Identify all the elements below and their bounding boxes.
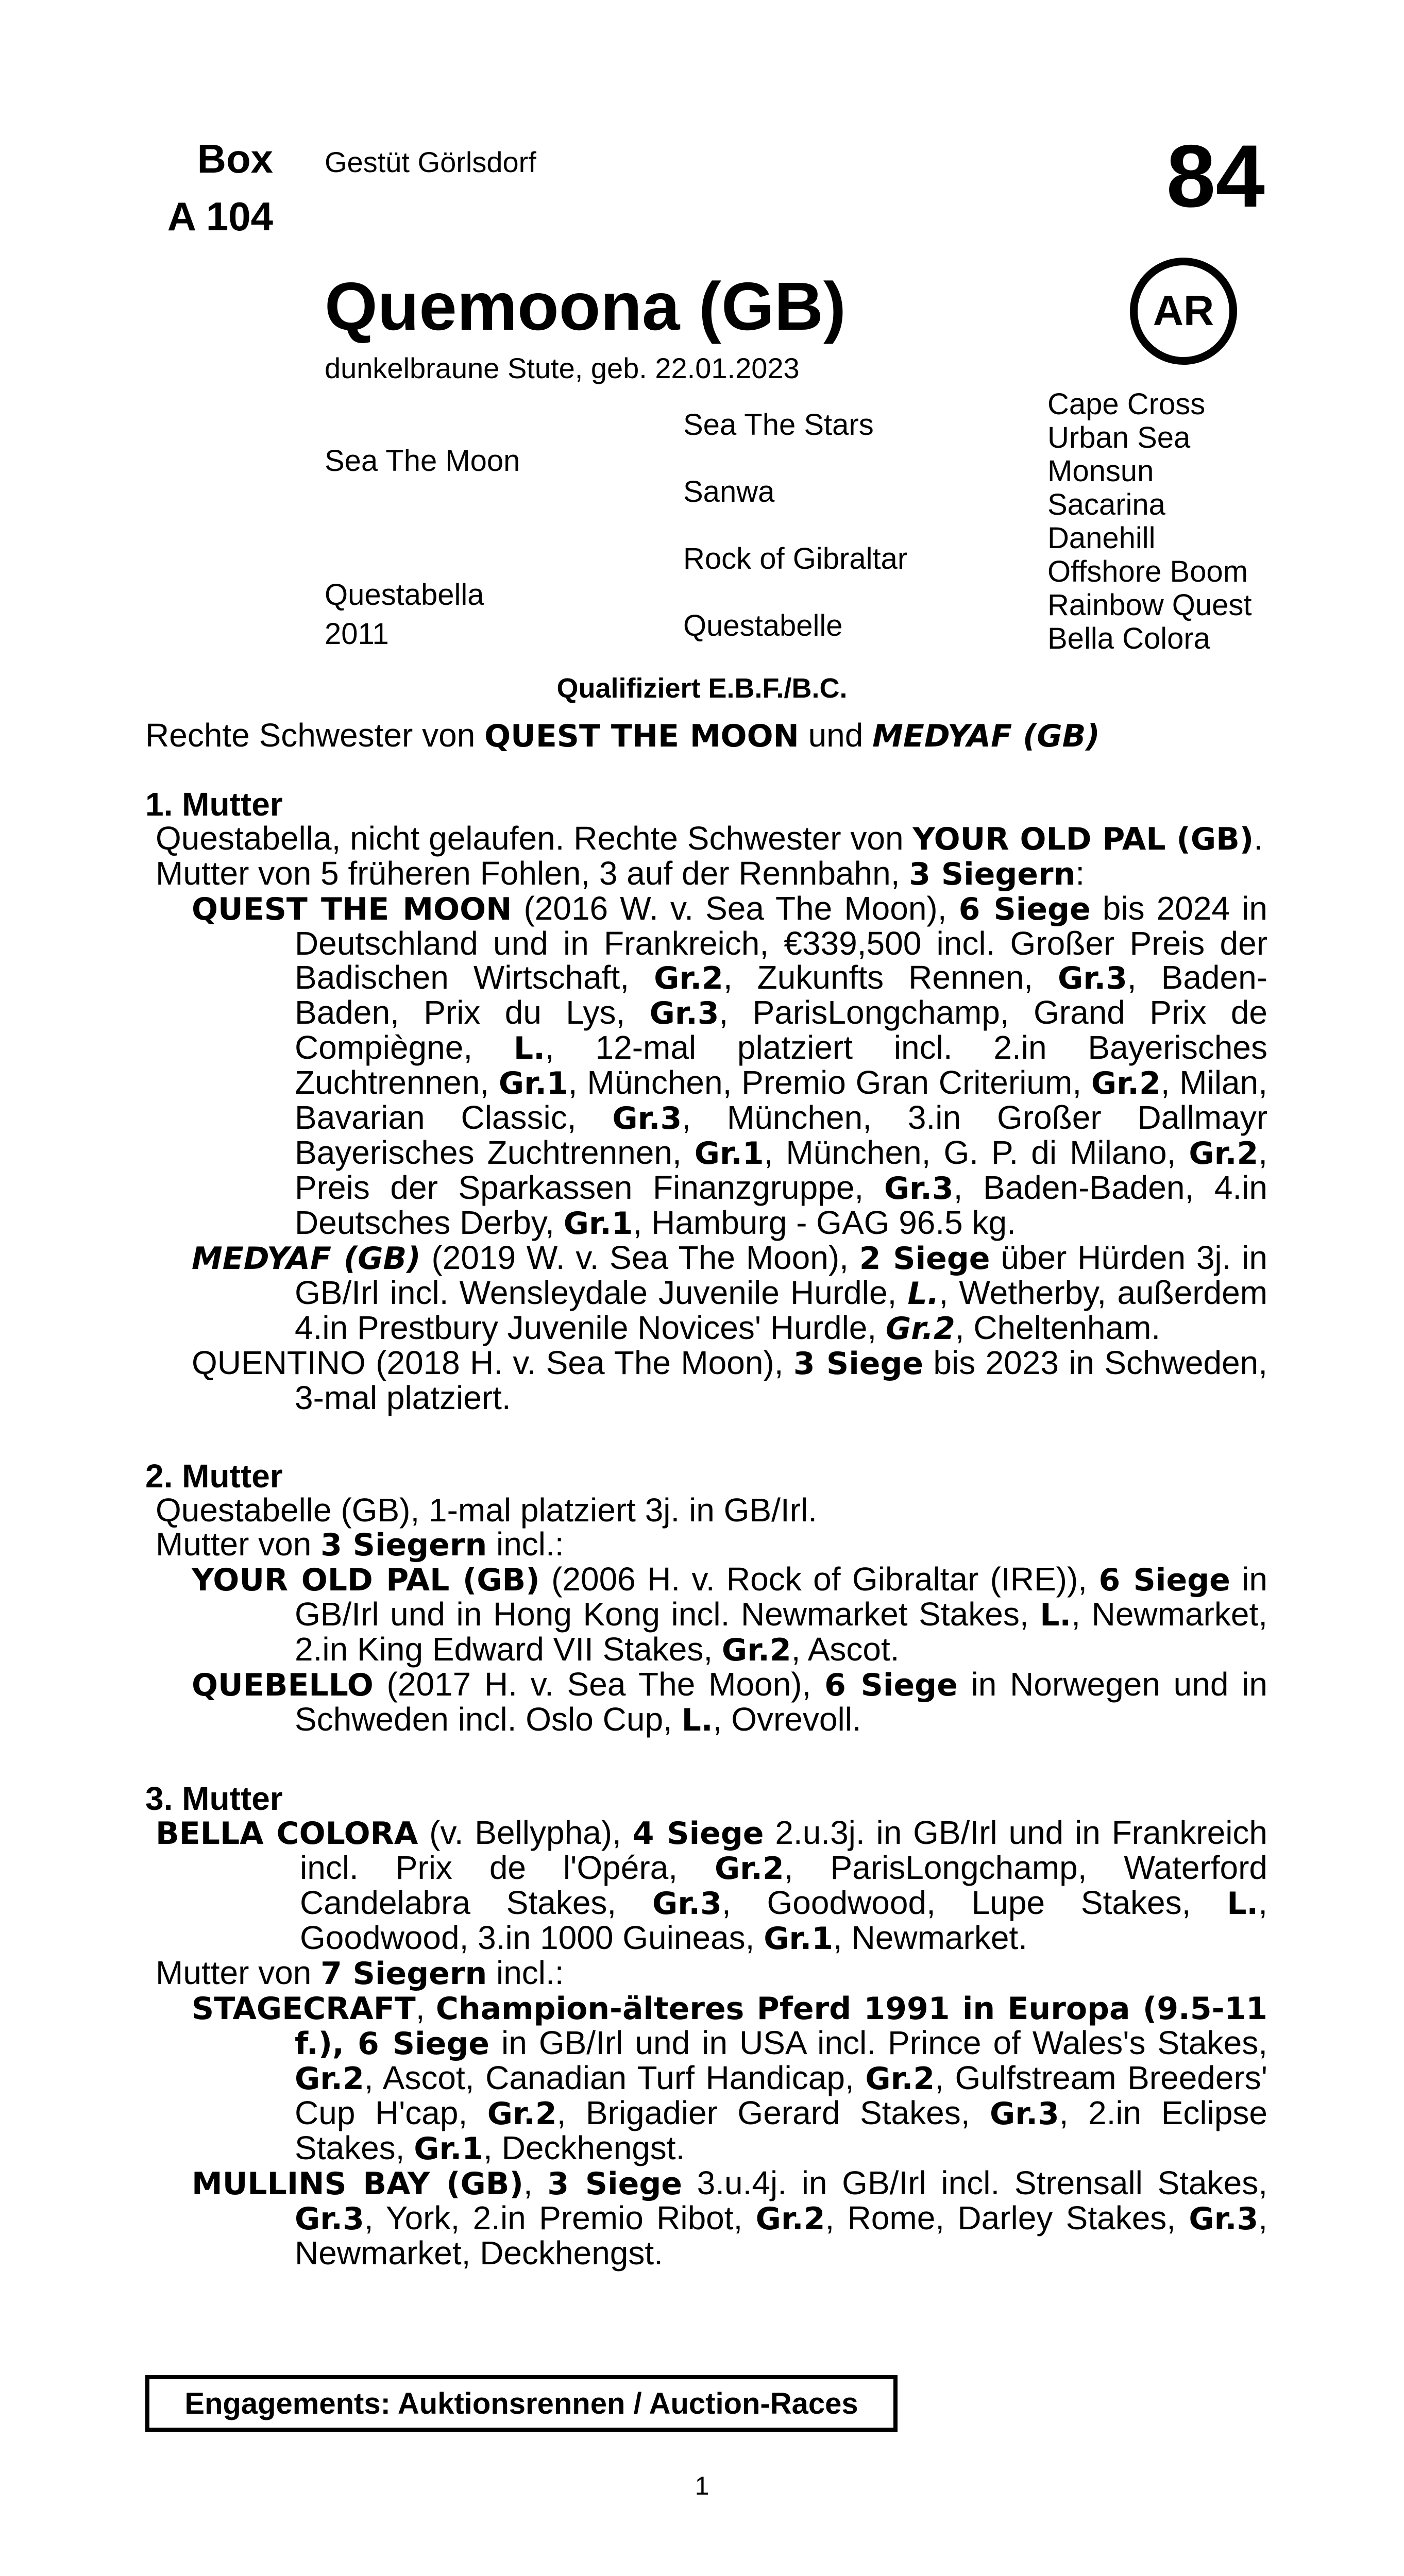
horse-name: QUEBELLO <box>192 1667 374 1703</box>
pedigree-gen2-1: Sea The Stars <box>683 408 874 442</box>
first-dam-section <box>145 787 1267 2270</box>
offspring-your-old-pal <box>145 1562 1267 1667</box>
pedigree-gen3-5: Danehill <box>1047 521 1156 555</box>
text: , York, 2.in Premio Ribot, <box>364 2199 756 2236</box>
text: (2019 W. v. Sea The Moon), <box>420 1239 859 1276</box>
first-dam-intro <box>145 821 1267 856</box>
text: (2006 H. v. Rock of Gibraltar (IRE)), <box>539 1561 1099 1598</box>
grade: Gr.2 <box>865 2061 935 2097</box>
sibling-line <box>145 716 1100 754</box>
produce-end: : <box>1075 855 1085 892</box>
grade: Gr.2 <box>487 2096 557 2132</box>
text: incl.: <box>487 1526 564 1563</box>
text: , Preis der Sparkassen Finanzgruppe, <box>295 1134 1268 1206</box>
horse-name: Quemoona (GB) <box>325 268 846 344</box>
grade: Gr.2 <box>295 2061 364 2097</box>
pedigree-gen2-3: Rock of Gibraltar <box>683 542 908 575</box>
pedigree-dam-year: 2011 <box>325 617 389 651</box>
text: in GB/Irl und in Hong Kong incl. Newmarket Stakes, <box>295 1561 1268 1633</box>
text: , Rome, Darley Stakes, <box>825 2199 1189 2236</box>
engagements-box <box>145 2375 898 2432</box>
pedigree-gen3-3: Monsun <box>1047 454 1154 488</box>
offspring-quentino <box>145 1346 1267 1415</box>
text: , Ovrevoll. <box>713 1701 861 1738</box>
grade: Gr.2 <box>721 1632 791 1668</box>
pedigree-gen3 <box>1047 387 1252 655</box>
box-number: A 104 <box>167 194 273 239</box>
grade: Gr.2 <box>714 1851 784 1887</box>
sibling-name-2: MEDYAF (GB) <box>872 718 1100 754</box>
lot-number: 84 <box>1166 127 1265 226</box>
page-number: 1 <box>695 2471 709 2500</box>
text: Mutter von <box>156 1954 321 1991</box>
text: , 12-mal platziert incl. 2.in Bayerisches Zuchtrennen, <box>295 1029 1267 1101</box>
intro-end: . <box>1254 820 1263 857</box>
text: , Newmarket, Deckhengst. <box>295 2199 1268 2272</box>
grade: Gr.2 <box>1189 1136 1259 1172</box>
grade: L. <box>907 1276 939 1312</box>
horse-name: QUEST THE MOON <box>192 891 512 927</box>
text: Mutter von <box>156 1526 321 1563</box>
text: , Ascot, Canadian Turf Handicap, <box>364 2059 866 2096</box>
horse-name: BELLA COLORA <box>156 1816 418 1852</box>
text: , Baden-Baden, Prix du Lys, <box>295 959 1268 1031</box>
third-dam-produce <box>156 1956 1267 1991</box>
produce-winners: 3 Siegern <box>909 856 1076 892</box>
text: , Cheltenham. <box>955 1309 1161 1346</box>
text: (2017 H. v. Sea The Moon), <box>373 1666 825 1703</box>
text: , Newmarket. <box>833 1919 1027 1956</box>
text: , München, 3.in Großer Dallmayr Bayerisches Zuchtrennen, <box>295 1099 1268 1171</box>
pedigree-sire: Sea The Moon <box>325 444 520 478</box>
text: , Zukunfts Rennen, <box>723 959 1058 996</box>
produce-text: Mutter von 5 früheren Fohlen, 3 auf der Rennbahn, <box>156 855 909 892</box>
text: bis 2024 in Deutschland und in Frankreich, €339,500 incl. Großer Preis der Badischen Wirtschaft, <box>295 890 1268 996</box>
text: , Wetherby, außerdem 4.in Prestbury Juvenile Novices' Hurdle, <box>295 1274 1268 1346</box>
grade: Gr.3 <box>612 1100 682 1137</box>
second-dam-heading: 2. Mutter <box>145 1458 283 1495</box>
grade: Gr.3 <box>1058 960 1127 996</box>
text: in Norwegen und in Schweden incl. Oslo Cup, <box>295 1666 1268 1738</box>
first-dam-produce <box>156 856 1267 891</box>
text: , Gulfstream Breeders' Cup H'cap, <box>295 2059 1267 2131</box>
text: incl.: <box>487 1954 564 1991</box>
pedigree-gen3-1: Cape Cross <box>1047 387 1206 421</box>
text: (2016 W. v. Sea The Moon), <box>512 890 959 927</box>
text: , <box>415 1989 436 2026</box>
offspring-quest-the-moon <box>145 891 1267 1241</box>
sibling-prefix: Rechte Schwester von <box>145 717 485 754</box>
wins: 3 Siege <box>793 1346 924 1382</box>
breeder: Gestüt Görlsdorf <box>325 146 536 178</box>
offspring-medyaf <box>145 1241 1267 1346</box>
text: , Goodwood, 3.in 1000 Guineas, <box>300 1884 1268 1956</box>
produce-winners: 3 Siegern <box>320 1527 487 1563</box>
intro-horse: YOUR OLD PAL (GB) <box>912 821 1254 857</box>
text: 3.u.4j. in GB/Irl incl. Strensall Stakes, <box>682 2164 1268 2201</box>
pedigree-gen3-4: Sacarina <box>1047 488 1165 521</box>
produce-winners: 7 Siegern <box>320 1956 487 1992</box>
second-dam-intro: Questabelle (GB), 1-mal platziert 3j. in GB/Irl. <box>156 1492 817 1529</box>
pedigree-gen2-2: Sanwa <box>683 475 775 509</box>
wins: 4 Siege <box>632 1816 764 1852</box>
horse-name: STAGECRAFT <box>192 1991 416 2027</box>
text: , ParisLongchamp, Waterford Candelabra Stakes, <box>300 1849 1268 1921</box>
wins: 2 Siege <box>859 1241 990 1277</box>
text: , Brigadier Gerard Stakes, <box>556 2094 990 2131</box>
grade: Gr.3 <box>652 1886 722 1922</box>
text: , 2.in Eclipse Stakes, <box>295 2094 1268 2166</box>
pedigree-gen3-6: Offshore Boom <box>1047 555 1248 588</box>
ar-badge <box>1130 258 1237 365</box>
pedigree-gen3-2: Urban Sea <box>1047 421 1191 454</box>
grade: Gr.2 <box>1091 1065 1161 1101</box>
grade: Gr.3 <box>649 995 719 1031</box>
text: , Goodwood, Lupe Stakes, <box>721 1884 1227 1921</box>
text: , Hamburg - GAG 96.5 kg. <box>633 1204 1016 1241</box>
text: QUENTINO (2018 H. v. Sea The Moon), <box>192 1344 793 1381</box>
ar-badge-label: AR <box>1153 287 1214 334</box>
text: 2.u.3j. in GB/Irl und in Frankreich incl. Prix de l'Opéra, <box>300 1814 1267 1886</box>
spacer <box>145 1415 1267 1459</box>
text: , ParisLongchamp, Grand Prix de Compiègne, <box>295 994 1268 1066</box>
text: , München, G. P. di Milano, <box>764 1134 1189 1171</box>
spacer <box>145 1737 1267 1782</box>
grade: Gr.3 <box>884 1171 954 1207</box>
horse-description: dunkelbraune Stute, geb. 22.01.2023 <box>325 352 800 384</box>
grade: L. <box>513 1030 545 1066</box>
sibling-mid: und <box>799 717 873 754</box>
text: , Ascot. <box>791 1631 900 1668</box>
grade: Gr.2 <box>755 2201 825 2237</box>
grade: Gr.1 <box>498 1065 568 1101</box>
grade: Gr.2 <box>654 960 723 996</box>
text: , Milan, Bavarian Classic, <box>295 1064 1268 1136</box>
text: , <box>523 2164 548 2201</box>
text: , Newmarket, 2.in King Edward VII Stakes, <box>295 1596 1268 1668</box>
pedigree-gen2-4: Questabelle <box>683 609 843 642</box>
intro-text: Questabella, nicht gelaufen. Rechte Schwester von <box>156 820 913 857</box>
grade: Gr.1 <box>764 1921 834 1957</box>
sibling-name-1: QUEST THE MOON <box>484 718 799 754</box>
horse-name: MULLINS BAY (GB) <box>192 2166 523 2202</box>
pedigree-gen3-8: Bella Colora <box>1047 622 1210 655</box>
third-dam-heading: 3. Mutter <box>145 1780 283 1817</box>
grade: Gr.2 <box>885 1311 955 1347</box>
pedigree-dam: Questabella <box>325 578 484 612</box>
offspring-quebello <box>145 1667 1267 1737</box>
grade: Gr.1 <box>563 1206 633 1242</box>
box-label: Box <box>197 136 273 181</box>
text: (v. Bellypha), <box>418 1814 633 1851</box>
text: über Hürden 3j. in GB/Irl incl. Wensleydale Juvenile Hurdle, <box>295 1239 1268 1311</box>
third-dam-bella-colora <box>145 1816 1267 1956</box>
offspring-stagecraft <box>145 1991 1267 2166</box>
grade: L. <box>681 1702 713 1738</box>
second-dam-produce <box>156 1527 1267 1562</box>
grade: Gr.3 <box>1189 2201 1259 2237</box>
grade: Gr.1 <box>414 2131 484 2167</box>
engagements-text: Engagements: Auktionsrennen / Auction-Races <box>184 2386 858 2420</box>
pedigree-gen3-7: Rainbow Quest <box>1047 588 1252 622</box>
wins: 6 Siege <box>1098 1562 1230 1598</box>
wins: 3 Siege <box>547 2166 683 2202</box>
grade: Gr.3 <box>989 2096 1059 2132</box>
wins: 6 Siege <box>824 1667 958 1703</box>
horse-name: MEDYAF (GB) <box>192 1241 421 1277</box>
offspring-mullins-bay <box>145 2166 1267 2270</box>
horse-name: YOUR OLD PAL (GB) <box>192 1562 540 1598</box>
text: bis 2023 in Schweden, 3-mal platziert. <box>295 1344 1268 1416</box>
champion-title: Champion-älteres Pferd 1991 in Europa (9.5-11 f.), 6 Siege <box>295 1991 1268 2062</box>
grade: L. <box>1227 1886 1259 1922</box>
text: , München, Premio Gran Criterium, <box>568 1064 1091 1101</box>
text: in GB/Irl und in USA incl. Prince of Wales's Stakes, <box>489 2024 1267 2061</box>
first-dam-heading: 1. Mutter <box>145 786 283 823</box>
wins: 6 Siege <box>958 891 1091 927</box>
grade: Gr.1 <box>694 1136 764 1172</box>
grade: L. <box>1040 1597 1072 1633</box>
grade: Gr.3 <box>295 2201 364 2237</box>
text: , Deckhengst. <box>483 2129 685 2166</box>
text: , Baden-Baden, 4.in Deutsches Derby, <box>295 1169 1268 1241</box>
qualification: Qualifiziert E.B.F./B.C. <box>556 673 848 704</box>
